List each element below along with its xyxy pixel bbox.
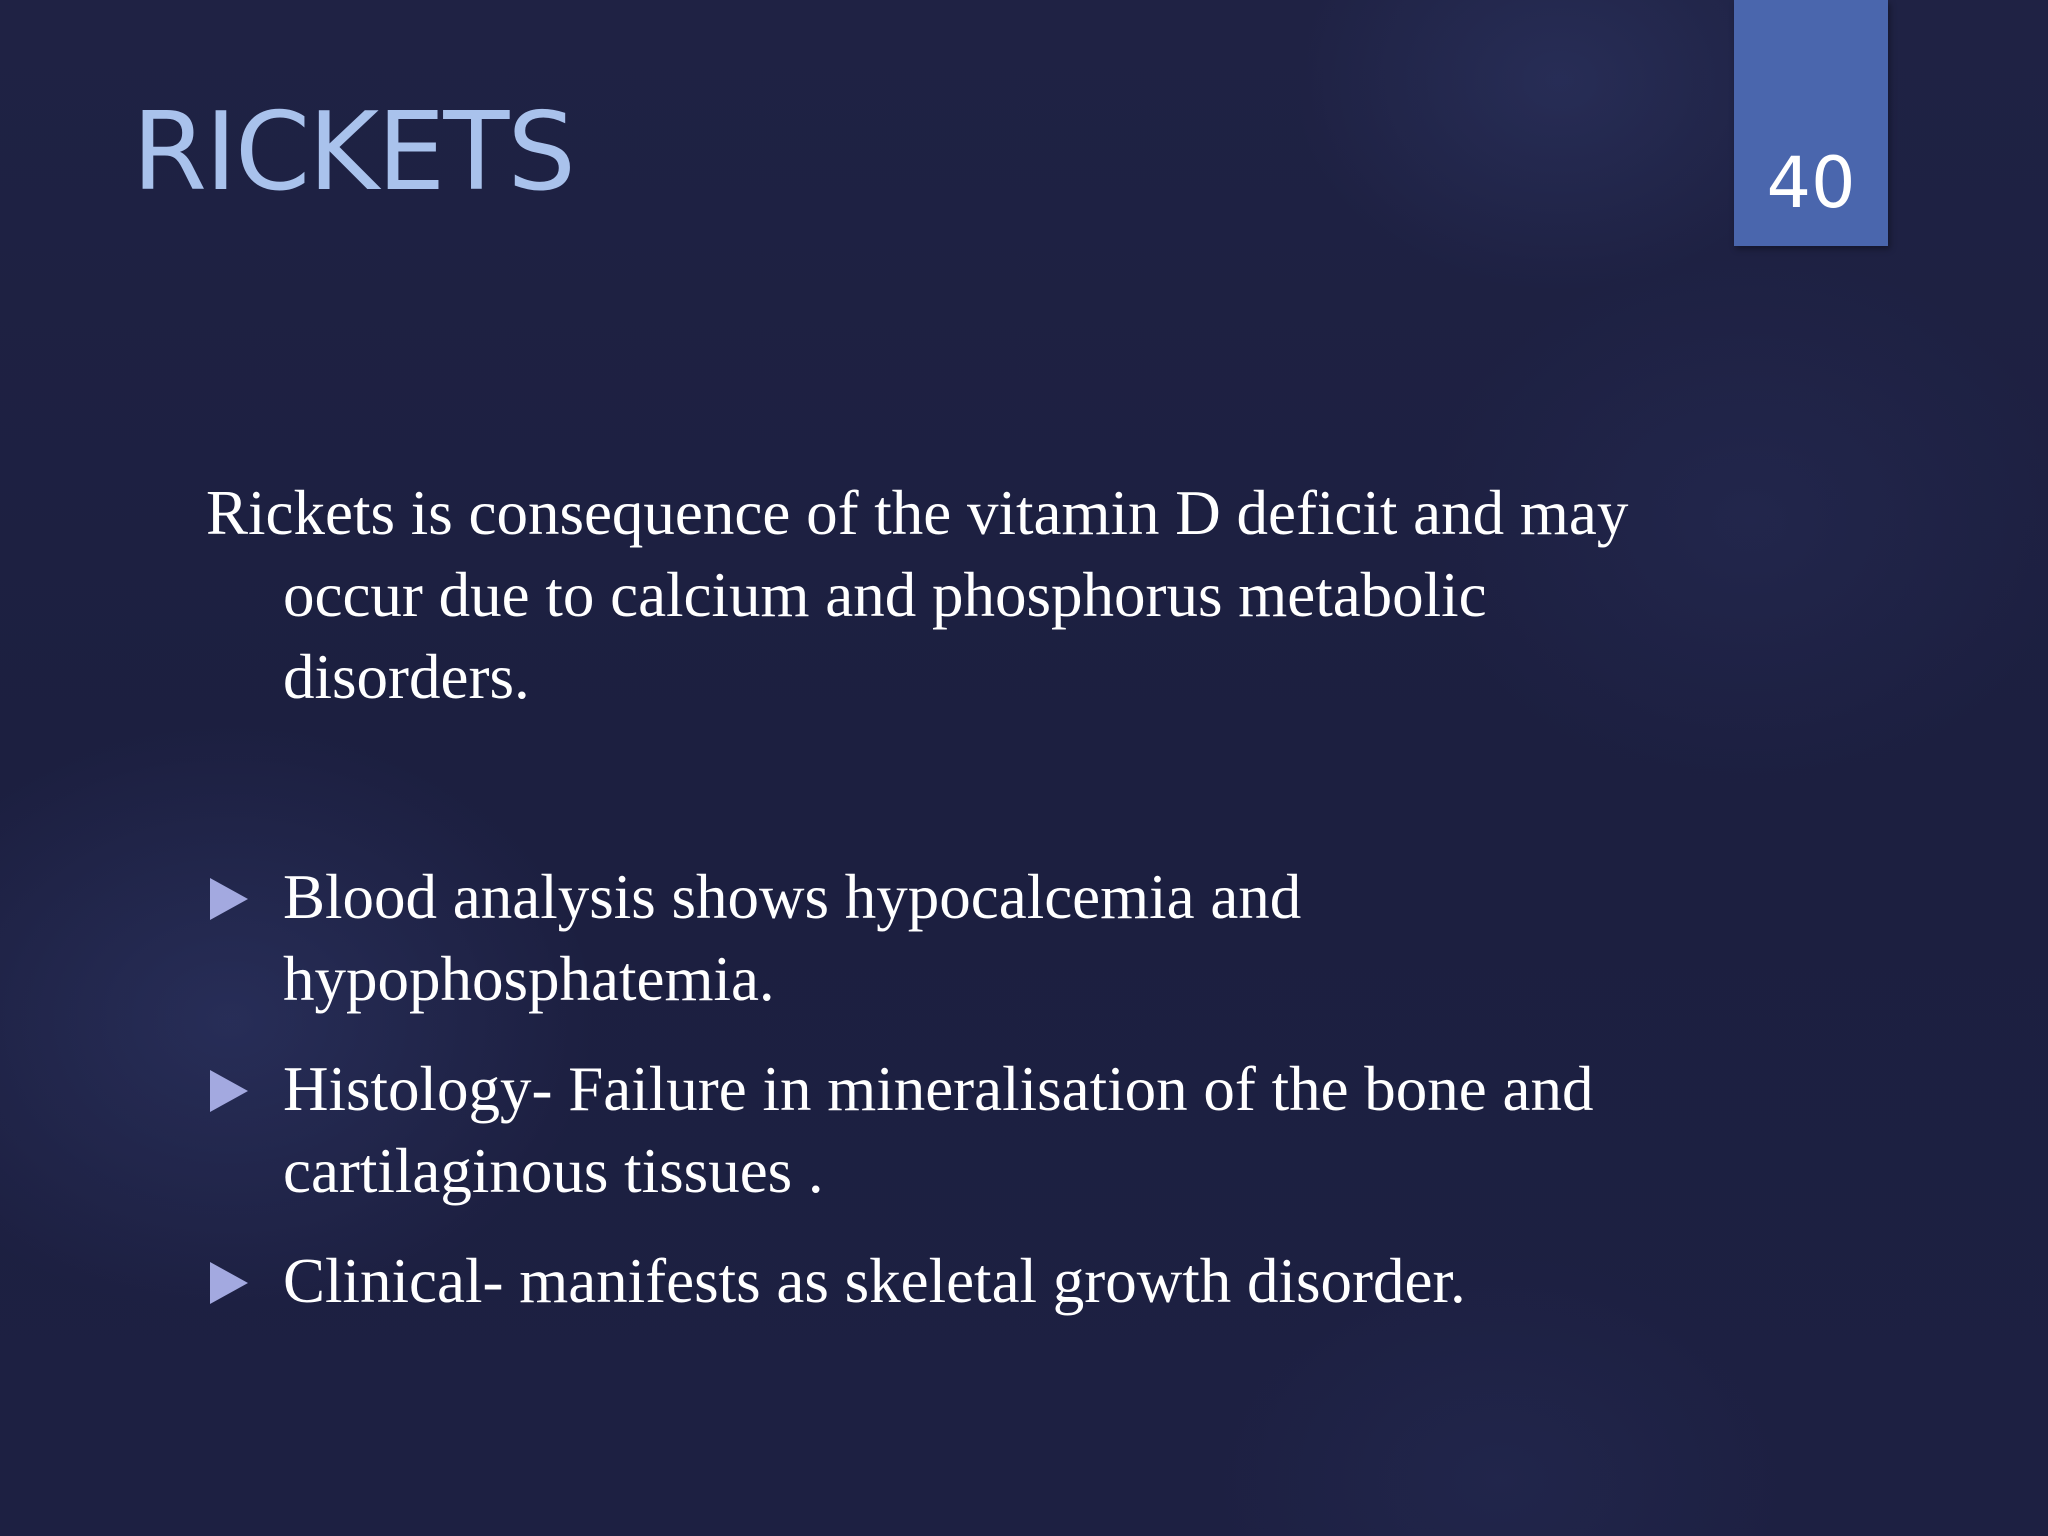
intro-paragraph: Rickets is consequence of the vitamin D deficit and may occur due to calcium and phosphorus metabolic disorders. (206, 478, 1629, 712)
bullet-item (206, 1240, 1646, 1322)
bullet-text: Blood analysis shows hypocalcemia and hypophosphatemia. (283, 862, 1302, 1014)
triangle-bullet-icon (210, 1070, 248, 1112)
slide-title: RICKETS (132, 90, 574, 215)
triangle-bullet-icon (210, 878, 248, 920)
bullet-item (206, 1048, 1646, 1212)
triangle-bullet-icon (210, 1262, 248, 1304)
bullet-text: Histology- Failure in mineralisation of the bone and cartilaginous tissues . (283, 1054, 1594, 1206)
page-number: 40 (1766, 142, 1856, 224)
bullet-item (206, 856, 1646, 1020)
page-number-badge (1734, 0, 1888, 246)
bullet-list (206, 856, 1646, 1350)
bullet-text: Clinical- manifests as skeletal growth disorder. (283, 1246, 1466, 1316)
